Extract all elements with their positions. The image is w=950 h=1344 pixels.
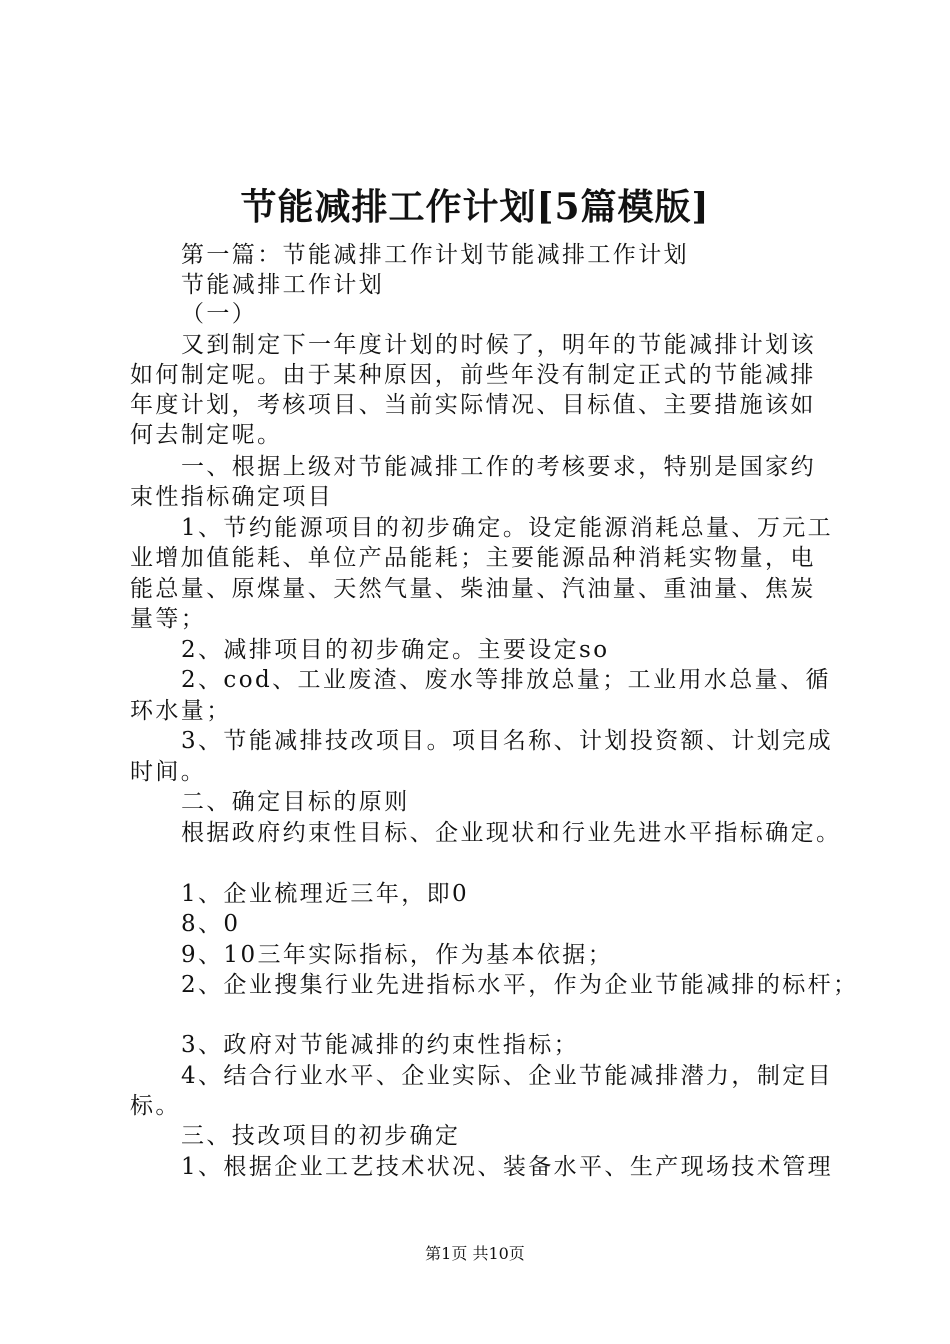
text-line-13: 量等； [130, 606, 207, 632]
text-line-10: 1、节约能源项目的初步确定。设定能源消耗总量、万元工 [181, 515, 834, 541]
text-line-28: 三、技改项目的初步确定 [181, 1123, 461, 1149]
page-footer: 第1页 共10页 [425, 1244, 525, 1263]
text-line-15: 2、cod、工业废渣、废水等排放总量；工业用水总量、循 [181, 667, 831, 693]
text-line-19: 二、确定目标的原则 [181, 789, 410, 815]
text-line-4: 又到制定下一年度计划的时候了，明年的节能减排计划该 [181, 332, 816, 358]
text-line-14: 2、减排项目的初步确定。主要设定so [181, 637, 610, 663]
text-line-20: 根据政府约束性目标、企业现状和行业先进水平指标确定。 [181, 820, 842, 846]
text-line-6: 年度计划，考核项目、当前实际情况、目标值、主要措施该如 [130, 392, 816, 418]
text-line-18: 时间。 [130, 759, 207, 785]
text-line-11: 业增加值能耗、单位产品能耗；主要能源品种消耗实物量，电 [130, 545, 816, 571]
text-line-22: 8、0 [181, 911, 241, 937]
text-line-26: 4、结合行业水平、企业实际、企业节能减排潜力，制定目 [181, 1063, 834, 1089]
text-line-23: 9、10三年实际指标，作为基本依据； [181, 942, 614, 968]
text-line-27: 标。 [130, 1093, 181, 1119]
text-line-2: 节能减排工作计划 [181, 272, 385, 298]
text-line-1: 第一篇：节能减排工作计划节能减排工作计划 [181, 242, 689, 268]
text-line-8: 一、根据上级对节能减排工作的考核要求，特别是国家约 [181, 454, 816, 480]
text-line-24: 2、企业搜集行业先进指标水平，作为企业节能减排的标杆； [181, 972, 859, 998]
text-line-12: 能总量、原煤量、天然气量、柴油量、汽油量、重油量、焦炭 [130, 576, 816, 602]
text-line-17: 3、节能减排技改项目。项目名称、计划投资额、计划完成 [181, 728, 834, 754]
text-line-7: 何去制定呢。 [130, 422, 283, 448]
text-line-21: 1、企业梳理近三年，即0 [181, 881, 470, 907]
text-line-9: 束性指标确定项目 [130, 484, 334, 510]
document-title: 节能减排工作计划[5篇模版] [240, 186, 710, 228]
text-line-5: 如何制定呢。由于某种原因，前些年没有制定正式的节能减排 [130, 362, 816, 388]
text-line-29: 1、根据企业工艺技术状况、装备水平、生产现场技术管理 [181, 1154, 834, 1180]
text-line-25: 3、政府对节能减排的约束性指标； [181, 1032, 580, 1058]
text-line-3: （一） [181, 301, 258, 327]
text-line-16: 环水量； [130, 698, 232, 724]
